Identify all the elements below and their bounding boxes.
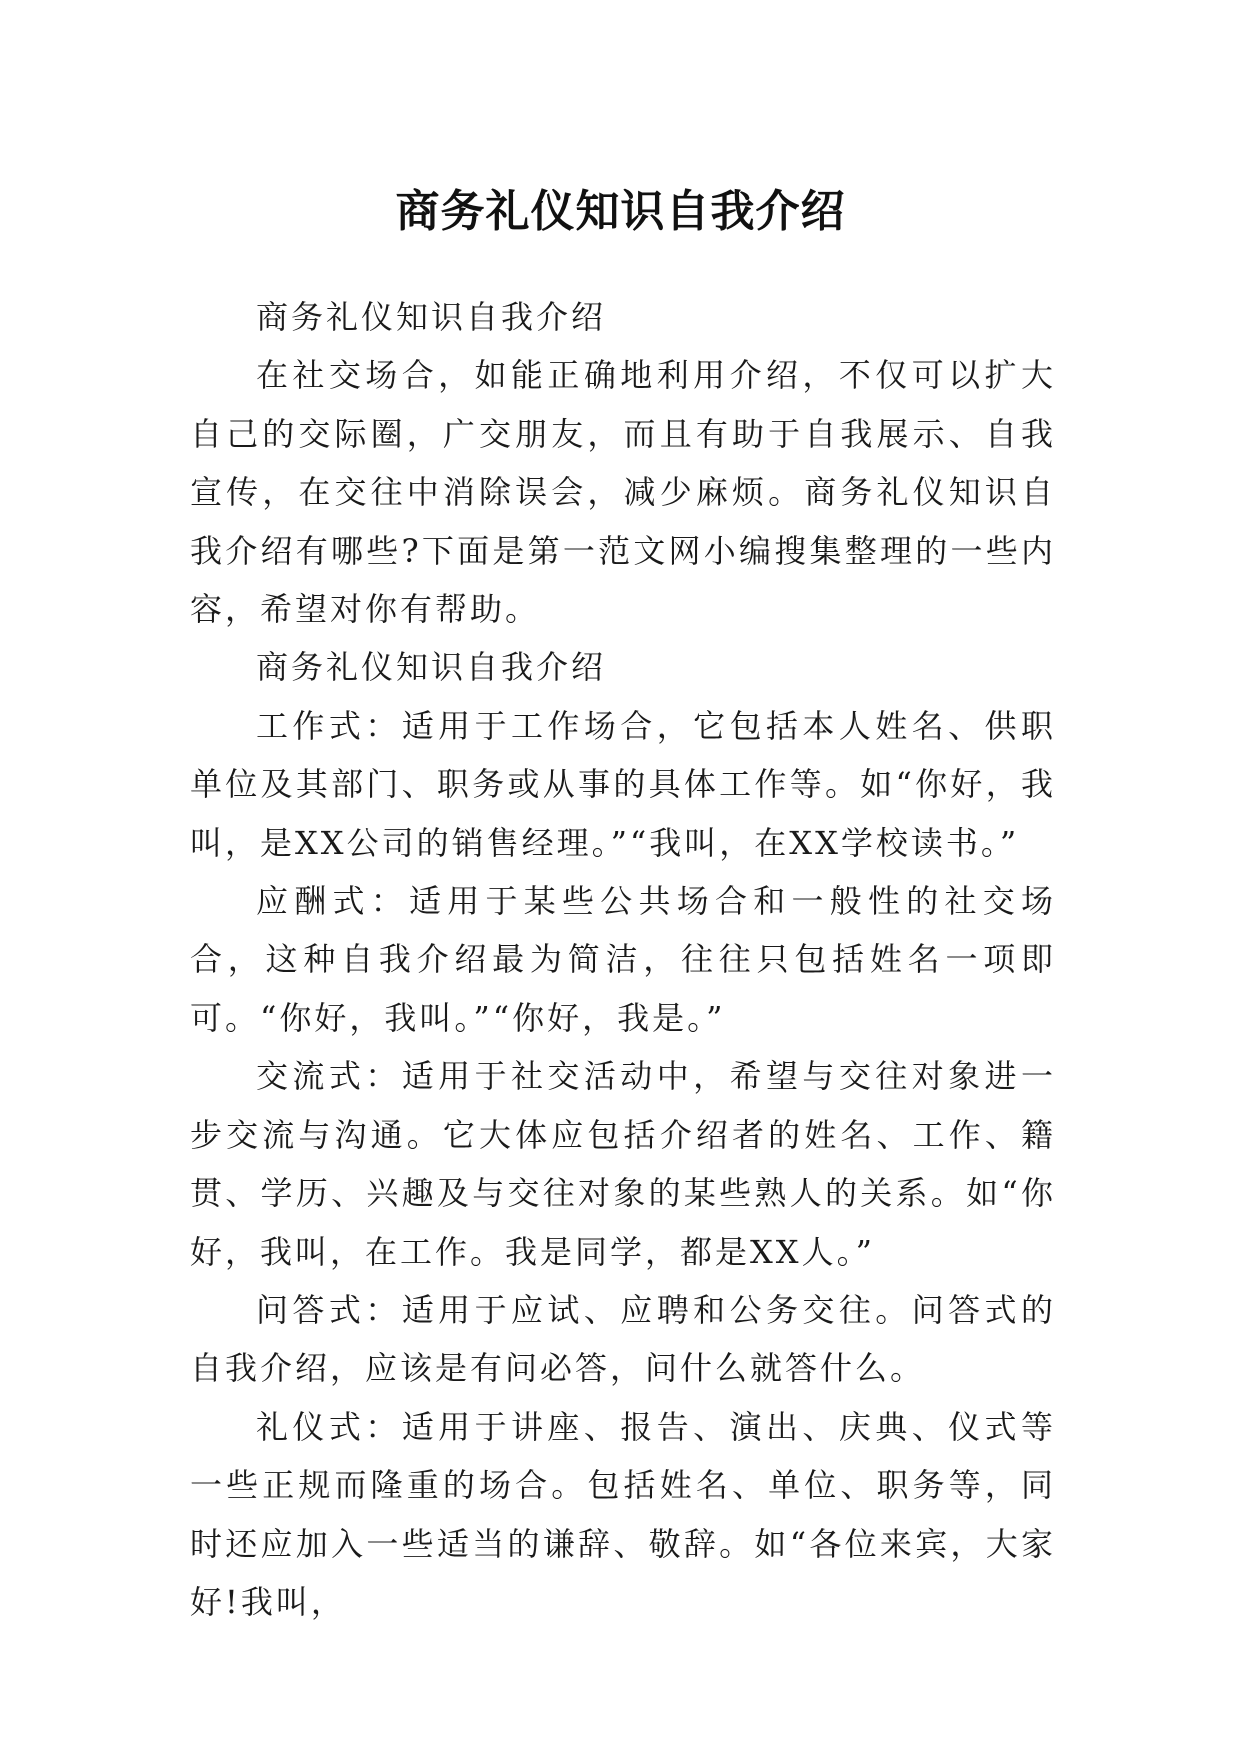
paragraph-exchange-style: 交流式：适用于社交活动中，希望与交往对象进一步交流与沟通。它大体应包括介绍者的姓名、工作、籍贯、学历、兴趣及与交往对象的某些熟人的关系。如“你好，我叫，在工作。我是同学，都是XX人。” <box>190 1057 1056 1271</box>
paragraph-section-heading: 商务礼仪知识自我介绍 <box>256 648 607 687</box>
document-title: 商务礼仪知识自我介绍 <box>395 186 846 238</box>
paragraph-social-style: 应酬式：适用于某些公共场合和一般性的社交场合，这种自我介绍最为简洁，往往只包括姓名一项即可。“你好，我叫。”“你好，我是。” <box>190 882 1056 1037</box>
document-body <box>190 288 1056 1631</box>
paragraph-work-style: 工作式：适用于工作场合，它包括本人姓名、供职单位及其部门、职务或从事的具体工作等。如“你好，我叫，是XX公司的销售经理。”“我叫，在XX学校读书。” <box>190 706 1056 862</box>
paragraph-intro: 在社交场合，如能正确地利用介绍，不仅可以扩大自己的交际圈，广交朋友，而且有助于自我展示、自我宣传，在交往中消除误会，减少麻烦。商务礼仪知识自我介绍有哪些?下面是第一范文网小编搜集整理的一些内容，希望对你有帮助。 <box>190 356 1056 629</box>
paragraph-subtitle: 商务礼仪知识自我介绍 <box>256 298 607 336</box>
paragraph-qa-style: 问答式：适用于应试、应聘和公务交往。问答式的自我介绍，应该是有问必答，问什么就答什么。 <box>190 1290 1056 1388</box>
paragraph-ceremony-style: 礼仪式：适用于讲座、报告、演出、庆典、仪式等一些正规而隆重的场合。包括姓名、单位、职务等，同时还应加入一些适当的谦辞、敬辞。如“各位来宾，大家好!我叫， <box>190 1407 1056 1621</box>
